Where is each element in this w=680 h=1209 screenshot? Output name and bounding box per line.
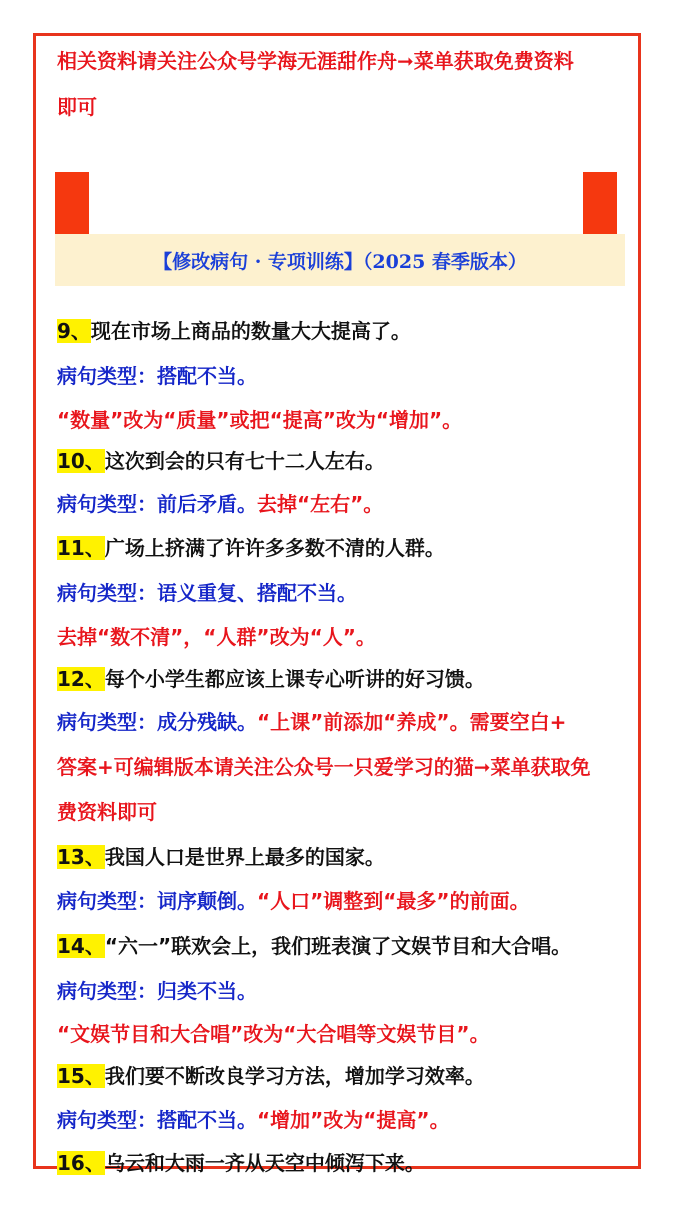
error-type: 病句类型：前后矛盾。 <box>57 492 257 516</box>
correction: 去掉“左右”。 <box>257 492 384 516</box>
question-16 <box>57 1148 425 1178</box>
error-type: 病句类型：成分残缺。 <box>57 710 257 734</box>
banner-right-tab <box>583 172 617 234</box>
question-sentence: 每个小学生都应该上课专心听讲的好习馈。 <box>104 667 485 691</box>
question-sentence: 现在市场上商品的数量大大提高了。 <box>90 319 411 343</box>
question-sentence: 乌云和大雨一齐从天空中倾泻下来。 <box>104 1151 425 1175</box>
question-number: 14、 <box>57 934 105 958</box>
correction-12-line-2: 答案+可编辑版本请关注公众号一只爱学习的猫➞菜单获取免 <box>57 755 591 779</box>
question-sentence: 这次到会的只有七十二人左右。 <box>104 449 385 473</box>
banner-title: 【修改病句 · 专项训练】（2025 春季版本） <box>153 250 527 273</box>
answer-10 <box>57 489 383 519</box>
question-10 <box>57 446 385 476</box>
correction-9: “数量”改为“质量”或把“提高”改为“增加”。 <box>57 408 463 432</box>
error-type: 病句类型：词序颠倒。 <box>57 889 257 913</box>
question-sentence: 我们要不断改良学习方法，增加学习效率。 <box>104 1064 485 1088</box>
question-11 <box>57 533 445 563</box>
question-15 <box>57 1061 485 1091</box>
answer-12 <box>57 707 566 737</box>
error-type-11: 病句类型：语义重复、搭配不当。 <box>57 581 357 605</box>
error-type: 病句类型：搭配不当。 <box>57 1108 257 1132</box>
question-sentence: 我国人口是世界上最多的国家。 <box>104 845 385 869</box>
error-type-14: 病句类型：归类不当。 <box>57 979 257 1003</box>
correction: “人口”调整到“最多”的前面。 <box>257 889 530 913</box>
question-number: 12、 <box>57 667 105 691</box>
question-number: 10、 <box>57 449 105 473</box>
question-sentence: “六一”联欢会上，我们班表演了文娱节目和大合唱。 <box>104 934 572 958</box>
question-number: 13、 <box>57 845 105 869</box>
question-9 <box>57 316 411 346</box>
answer-13 <box>57 886 530 916</box>
notice-line-1: 相关资料请关注公众号学海无涯甜作舟➞菜单获取免费资料 <box>57 49 574 73</box>
correction-12-line-3: 费资料即可 <box>57 800 157 824</box>
correction-11: 去掉“数不清”，“人群”改为“人”。 <box>57 625 376 649</box>
notice-line-2: 即可 <box>57 95 97 119</box>
correction-14: “文娱节目和大合唱”改为“大合唱等文娱节目”。 <box>57 1022 490 1046</box>
correction: “增加”改为“提高”。 <box>257 1108 450 1132</box>
section-banner <box>55 234 625 286</box>
question-13 <box>57 842 385 872</box>
question-number: 11、 <box>57 536 105 560</box>
answer-15 <box>57 1105 450 1135</box>
correction: “上课”前添加“养成”。需要空白+ <box>257 710 567 734</box>
question-number: 16、 <box>57 1151 105 1175</box>
question-12 <box>57 664 485 694</box>
question-14 <box>57 931 571 961</box>
question-number: 9、 <box>57 319 91 343</box>
error-type-9: 病句类型：搭配不当。 <box>57 364 257 388</box>
question-number: 15、 <box>57 1064 105 1088</box>
banner-left-tab <box>55 172 89 234</box>
question-sentence: 广场上挤满了许许多多数不清的人群。 <box>104 536 445 560</box>
